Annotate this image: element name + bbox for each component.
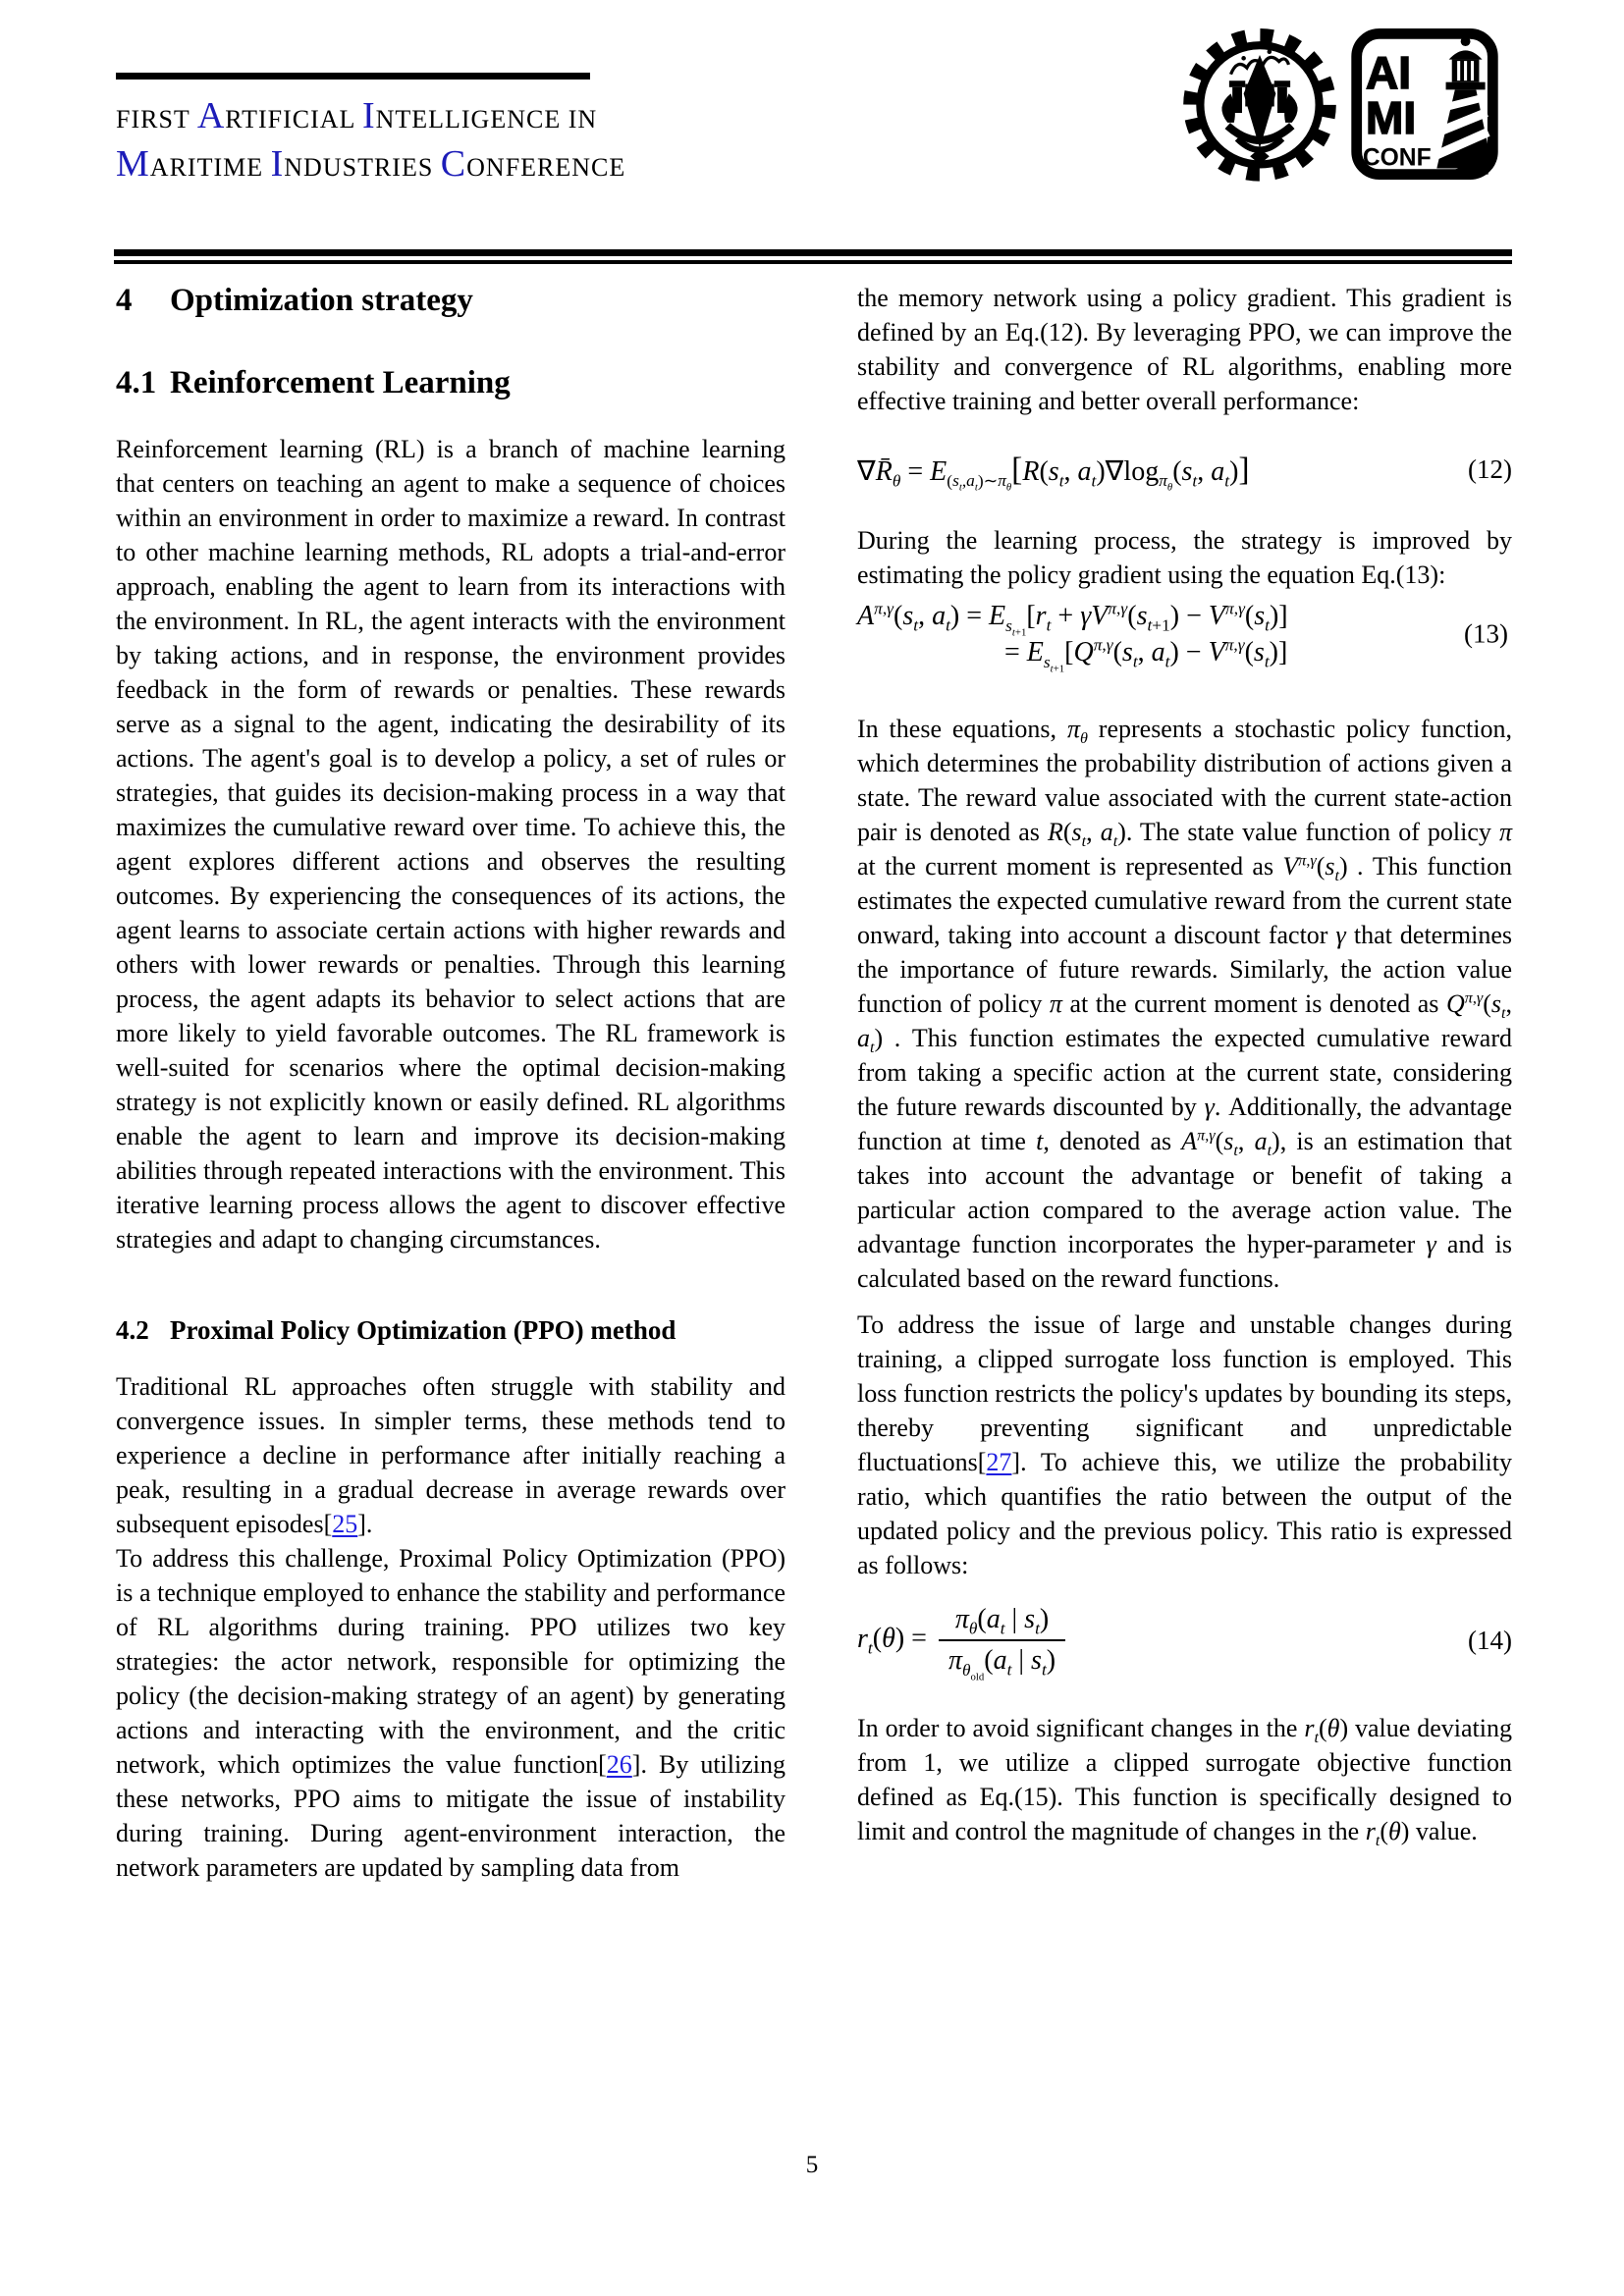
university-emblem-logo [1179,20,1340,188]
two-column-body [116,281,1512,1885]
equation-13 [857,598,1512,675]
equation-12-number: (12) [1468,454,1512,484]
equation-14-number: (14) [1468,1626,1512,1655]
subsection-4-1-number: 4.1 [116,365,157,400]
equation-13-number: (13) [1464,618,1508,649]
ref-26[interactable]: 26 [606,1750,632,1779]
header-rule-top [116,73,590,80]
equation-14-math [857,1604,1065,1683]
initial-cap-i1: I [361,95,376,136]
equation-12 [857,443,1512,497]
equation-12-math: $\nabla R̄_\theta = E_{(s_t,a_t)\sim\pi_\theta}[R(s_t$, $a_t)\nabla\log_{\pi_\theta}(s_t$, $a_t$)] [857,451,1250,494]
header-divider-thick [114,249,1512,256]
equation-14 [857,1594,1512,1687]
equation-13-line2: = $E_{s_{t+1}}[Q^{\pi,\gamma}(s_t$, $a_t) - V^{\pi,\gamma}(s_t)$] [1004,635,1288,675]
page-number: 5 [805,2152,819,2178]
subsection-heading-4-1 [116,363,785,402]
paragraph-clipped-surrogate: To address the issue of large and unstable changes during training, a clipped surrogate loss function is employed. This loss function restricts the policy's updates by bounding its steps, thereby preventing significant and unpredictable fluctuations[27]. To achieve this, we utilize the probability ratio, which quantifies the ratio between the output of the updated policy and the previous policy. This ratio is expressed as follows: [857,1310,1512,1579]
conference-title-line2: MARITIME INDUSTRIES CONFERENCE [116,143,626,185]
aimi-text-line2: MI [1365,92,1417,144]
ref-27[interactable]: 27 [986,1448,1012,1476]
conference-title-line1: FIRST ARTIFICIAL INTELLIGENCE IN [116,95,598,136]
paragraph-rl-intro: Reinforcement learning (RL) is a branch of machine learning that centers on teaching an agent to make a sequence of choices within an environment in order to maximize a reward. In contrast to other machine learning methods, RL adopts a trial-and-error approach, enabling the agent to learn from its interactions with the environment. In RL, the agent interacts with the environment by taking actions, and in response, the environment provides feedback in the form of rewards or penalties. These rewards serve as a signal to the agent, indicating the desirability of its actions. The agent's goal is to develop a policy, a set of rules or strategies, that guides its decision-making process in a way that maximizes the cumulative reward over time. To achieve this, the agent explores different actions and observes the resulting outcomes. By experiencing the consequences of its actions, the agent learns to associate certain actions with higher rewards and others with lower rewards or penalties. Through this learning process, the agent adapts its behavior to select actions that are more likely to yield favorable outcomes. The RL framework is well-suited for scenarios where the optimal decision-making strategy is not explicitly known or easily defined. RL algorithms enable the agent to learn and improve its decision-making abilities through repeated interactions with the environment. This iterative learning process allows the agent to discover effective strategies and adapt to changing circumstances. [116,435,785,1254]
gear-emblem-icon [1179,20,1340,188]
header-divider-thin [114,260,1512,264]
equation-14-denominator: $\pi_{\theta_{old}}(a_t$ | $s_t$) [947,1645,1056,1683]
lighthouse-logo-icon [1349,26,1500,183]
initial-cap-i2: I [270,143,285,185]
paragraph-policy-gradient: the memory network using a policy gradient. This gradient is defined by an Eq.(12). By leveraging PPO, we can improve the stability and convergence of RL algorithms, enabling more effective training and better overall performance: [857,284,1512,415]
ref-25[interactable]: 25 [332,1510,358,1538]
paragraph-ratio-clipping: In order to avoid significant changes in the $r_t(\theta)$ value deviating from 1, we utilize a clipped surrogate objective function defined as Eq.(15). This function is specifically designed to limit and control the magnitude of changes in the $r_t(\theta)$ value. [857,1714,1512,1850]
paragraph-equation-terms: In these equations, $\pi_\theta$ represents a stochastic policy function, which determines the probability distribution of actions given a state. The reward value associated with the current state-action pair is denoted as $R(s_t$, $a_t$). The state value function of policy π at the current moment is represented as $V^{\pi,\gamma}(s_t)$ . This function estimates the expected cumulative reward from the current state onward, taking into account a discount factor γ that determines the importance of future rewards. Similarly, the action value function of policy π at the current moment is denoted as $Q^{\pi,\gamma}(s_t$, $a_t$) . This function estimates the expected cumulative reward from taking a specific action at the current state, considering the future rewards discounted by γ. Additionally, the advantage function at time t, denoted as $A^{\pi,\gamma}(s_t$, $a_t$), is an estimation that takes into account the advantage or benefit of taking a particular action compared to the average action value. The advantage function incorporates the hyper-parameter γ and is calculated based on the reward functions. [857,715,1513,1293]
section-heading-4 [116,281,785,320]
aimi-conf-logo [1349,26,1500,183]
section-number: 4 [116,283,133,318]
subsection-4-1-title: Reinforcement Learning [170,365,511,400]
aimi-text-line3: CONF [1362,144,1432,172]
initial-cap-a: A [196,95,226,136]
section-title: Optimization strategy [170,283,473,318]
initial-cap-c: C [440,143,467,185]
subsection-4-2-title: Proximal Policy Optimization (PPO) method [170,1315,677,1345]
left-column [116,281,785,1885]
equation-14-lhs: $r_t(\theta)$ = [857,1623,927,1658]
paragraph-ppo-description: To address this challenge, Proximal Policy Optimization (PPO) is a technique employed to enhance the stability and performance of RL algorithms during training. PPO utilizes two key strategies: the actor network, responsible for optimizing the policy (the decision-making strategy of an agent) by generating actions and interacting with the environment, and the critic network, which optimizes the value function[26]. By utilizing these networks, PPO aims to mitigate the issue of instability during training. During agent-environment interaction, the network parameters are updated by sampling data from [116,1544,785,1882]
equation-13-line1: $A^{\pi,\gamma}(s_t$, $a_t) = E_{s_{t+1}}[r_t + \gamma V^{\pi,\gamma}(s_{t+1}) - V^{\pi,\gamma}(s_t)]$ [857,599,1288,639]
right-column [857,281,1512,1885]
equation-14-numerator: $\pi_\theta(a_t$ | $s_t$) [939,1604,1065,1641]
equation-14-fraction [939,1604,1065,1683]
paragraph-learning-process: During the learning process, the strategy is improved by estimating the policy gradient using the equation Eq.(13): [857,526,1512,589]
paragraph-ppo-motivation: Traditional RL approaches often struggle with stability and convergence issues. In simpler terms, these methods tend to experience a decline in performance after initially reaching a peak, resulting in a gradual decrease in average rewards over subsequent episodes[25]. [116,1372,785,1538]
subsection-heading-4-2 [116,1313,785,1347]
aimi-text-line1: AI [1365,46,1412,98]
initial-cap-m: M [116,143,150,185]
subsection-4-2-number: 4.2 [116,1315,149,1345]
